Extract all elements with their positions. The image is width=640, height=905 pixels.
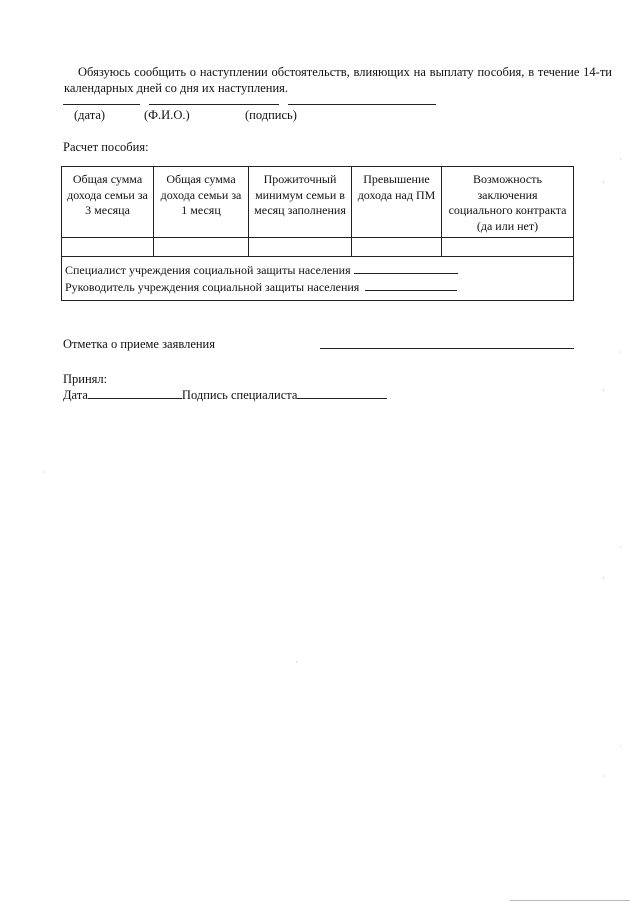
signatures-cell: [62, 257, 574, 300]
specialist-signature-line[interactable]: [297, 388, 387, 399]
accepted-label: Принял:: [63, 372, 108, 386]
table-header-row: [62, 167, 574, 238]
scan-speck: ˙: [619, 157, 622, 166]
specialist-signature-label: Подпись специалиста: [181, 388, 298, 402]
cell-subsistence-minimum[interactable]: [249, 238, 352, 257]
name-caption: (Ф.И.О.): [144, 108, 190, 122]
head-line: [65, 279, 570, 295]
date-signature-line[interactable]: [63, 104, 140, 105]
specialist-line: [65, 262, 570, 278]
scan-speck: ˙: [619, 545, 622, 554]
scan-speck: ·: [42, 468, 45, 477]
table-input-row: [62, 238, 574, 257]
scan-speck: ·: [602, 178, 605, 187]
application-mark-line[interactable]: [320, 348, 574, 349]
cell-social-contract[interactable]: [442, 238, 574, 257]
cell-income-3-months[interactable]: [62, 238, 154, 257]
header-subsistence-minimum: Прожиточный минимум семьи в месяц заполнения: [249, 167, 352, 238]
date-label: Дата: [63, 388, 88, 402]
scan-speck: ·: [602, 574, 605, 583]
scan-speck: ·: [602, 386, 605, 395]
calculation-title: Расчет пособия:: [63, 140, 149, 154]
signature-caption: (подпись): [245, 108, 297, 122]
header-income-3-months: Общая сумма дохода семьи за 3 месяца: [62, 167, 154, 238]
header-income-excess: Превышение дохода над ПМ: [352, 167, 442, 238]
table-signatures-row: [62, 257, 574, 300]
scan-speck: ·: [295, 658, 298, 667]
scan-speck: ˙: [619, 744, 622, 753]
scan-edge-line: [510, 900, 630, 901]
specialist-label: Специалист учреждения социальной защиты населения: [65, 263, 351, 278]
scan-speck: ·: [602, 772, 605, 781]
cell-income-1-month[interactable]: [154, 238, 249, 257]
cell-income-excess[interactable]: [352, 238, 442, 257]
date-field[interactable]: [88, 388, 182, 399]
header-social-contract: Возможность заключения социального контракта (да или нет): [442, 167, 574, 238]
specialist-signature-field[interactable]: [354, 263, 458, 274]
date-signature-row: [63, 388, 387, 404]
signature-line[interactable]: [288, 104, 436, 105]
scan-speck: ˙: [618, 350, 621, 359]
head-signature-field[interactable]: [365, 280, 457, 291]
application-mark-label: Отметка о приеме заявления: [63, 337, 215, 351]
date-caption: (дата): [74, 108, 106, 122]
head-label: Руководитель учреждения социальной защиты населения: [65, 279, 360, 294]
name-signature-line[interactable]: [149, 104, 279, 105]
obligation-paragraph: Обязуюсь сообщить о наступлении обстоятельств, влияющих на выплату пособия, в течение 14-ти календарных дней со дня их наступления.: [64, 65, 612, 95]
header-income-1-month: Общая сумма дохода семьи за 1 месяц: [154, 167, 249, 238]
benefit-calculation-table: [61, 166, 574, 301]
